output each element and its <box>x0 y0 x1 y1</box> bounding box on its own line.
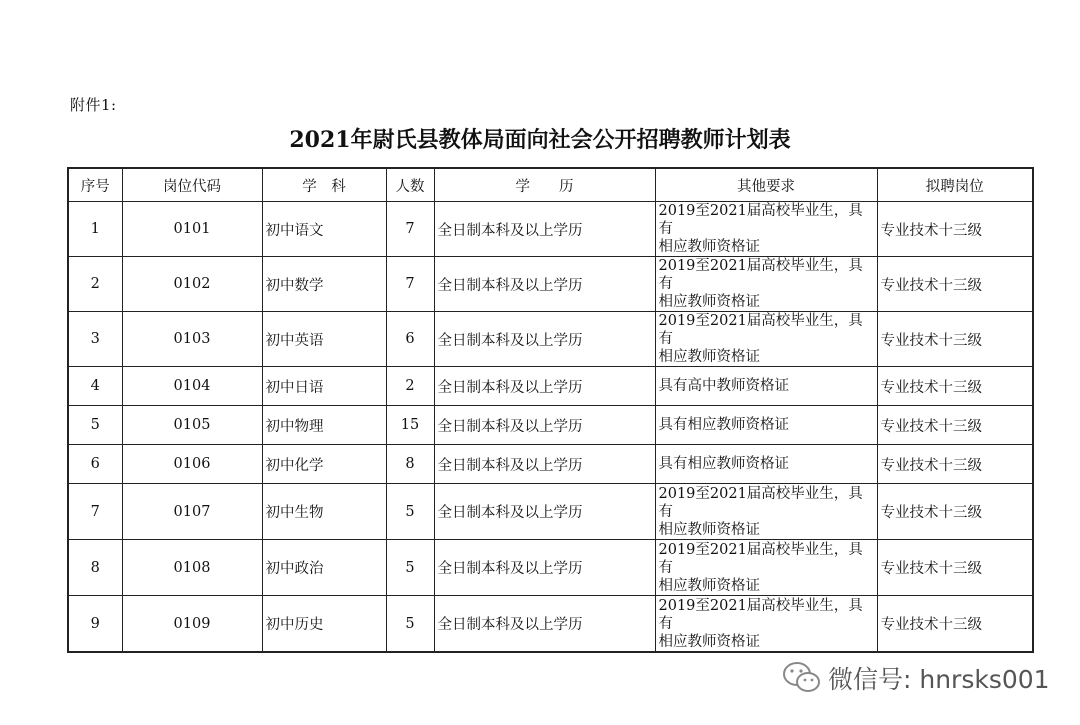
cell-education: 全日制本科及以上学历 <box>434 312 655 367</box>
cell-code: 0104 <box>122 367 262 406</box>
cell-code: 0101 <box>122 202 262 257</box>
cell-count: 8 <box>386 445 434 484</box>
cell-subject: 初中历史 <box>262 596 386 653</box>
cell-education: 全日制本科及以上学历 <box>434 406 655 445</box>
req-line-2: 相应教师资格证 <box>658 577 760 594</box>
cell-code: 0103 <box>122 312 262 367</box>
cell-subject: 初中语文 <box>262 202 386 257</box>
req-line-2: 相应教师资格证 <box>658 294 760 310</box>
table-row <box>68 367 1033 406</box>
cell-count: 6 <box>386 312 434 367</box>
cell-position: 专业技术十三级 <box>877 312 1033 367</box>
cell-position: 专业技术十三级 <box>877 540 1033 596</box>
cell-count: 5 <box>386 540 434 596</box>
cell-position: 专业技术十三级 <box>877 596 1033 653</box>
header-count: 人数 <box>386 168 434 202</box>
cell-education: 全日制本科及以上学历 <box>434 596 655 653</box>
cell-position: 专业技术十三级 <box>877 484 1033 540</box>
cell-requirements <box>655 202 877 257</box>
cell-code: 0105 <box>122 406 262 445</box>
cell-seq: 5 <box>68 406 122 445</box>
cell-subject: 初中日语 <box>262 367 386 406</box>
table-row <box>68 445 1033 484</box>
header-education: 学 历 <box>434 168 655 202</box>
cell-position: 专业技术十三级 <box>877 202 1033 257</box>
req-line-2: 相应教师资格证 <box>658 239 760 255</box>
header-code: 岗位代码 <box>122 168 262 202</box>
table-row <box>68 257 1033 312</box>
header-subject: 学 科 <box>262 168 386 202</box>
req-line-2: 相应教师资格证 <box>658 349 760 365</box>
cell-seq: 7 <box>68 484 122 540</box>
header-seq: 序号 <box>68 168 122 202</box>
recruitment-plan-table <box>67 167 1034 653</box>
cell-code: 0108 <box>122 540 262 596</box>
table-row <box>68 596 1033 653</box>
table-row <box>68 406 1033 445</box>
cell-code: 0107 <box>122 484 262 540</box>
cell-subject: 初中英语 <box>262 312 386 367</box>
cell-position: 专业技术十三级 <box>877 367 1033 406</box>
watermark-text: 微信号: hnrsks001 <box>828 665 1050 694</box>
cell-code: 0102 <box>122 257 262 312</box>
req-line-1: 2019至2021届高校毕业生，具有 <box>658 485 863 520</box>
cell-seq: 4 <box>68 367 122 406</box>
cell-count: 5 <box>386 484 434 540</box>
cell-position: 专业技术十三级 <box>877 445 1033 484</box>
cell-position: 专业技术十三级 <box>877 257 1033 312</box>
req-line-1: 2019至2021届高校毕业生，具有 <box>658 541 863 576</box>
header-position: 拟聘岗位 <box>877 168 1033 202</box>
cell-requirements <box>655 540 877 596</box>
cell-subject: 初中政治 <box>262 540 386 596</box>
table-row <box>68 312 1033 367</box>
cell-count: 7 <box>386 257 434 312</box>
req-line-1: 2019至2021届高校毕业生，具有 <box>658 597 863 632</box>
cell-seq: 3 <box>68 312 122 367</box>
cell-education: 全日制本科及以上学历 <box>434 202 655 257</box>
cell-requirements <box>655 484 877 540</box>
cell-subject: 初中生物 <box>262 484 386 540</box>
cell-requirements: 具有相应教师资格证 <box>655 445 877 484</box>
req-line-1: 2019至2021届高校毕业生，具有 <box>658 258 863 292</box>
cell-seq: 9 <box>68 596 122 653</box>
table-header-row <box>68 168 1033 202</box>
cell-education: 全日制本科及以上学历 <box>434 367 655 406</box>
wechat-icon <box>782 661 822 695</box>
header-requirements: 其他要求 <box>655 168 877 202</box>
cell-position: 专业技术十三级 <box>877 406 1033 445</box>
cell-requirements <box>655 257 877 312</box>
cell-code: 0109 <box>122 596 262 653</box>
cell-count: 15 <box>386 406 434 445</box>
cell-seq: 8 <box>68 540 122 596</box>
cell-requirements: 具有相应教师资格证 <box>655 406 877 445</box>
cell-count: 7 <box>386 202 434 257</box>
cell-seq: 1 <box>68 202 122 257</box>
cell-subject: 初中化学 <box>262 445 386 484</box>
cell-count: 5 <box>386 596 434 653</box>
req-line-2: 相应教师资格证 <box>658 633 760 650</box>
req-line-1: 2019至2021届高校毕业生，具有 <box>658 313 863 347</box>
cell-seq: 2 <box>68 257 122 312</box>
cell-seq: 6 <box>68 445 122 484</box>
cell-requirements: 具有高中教师资格证 <box>655 367 877 406</box>
cell-subject: 初中数学 <box>262 257 386 312</box>
cell-requirements <box>655 312 877 367</box>
cell-education: 全日制本科及以上学历 <box>434 445 655 484</box>
attachment-label: 附件1: <box>70 96 117 114</box>
cell-count: 2 <box>386 367 434 406</box>
table-row <box>68 484 1033 540</box>
page-title: 2021年尉氏县教体局面向社会公开招聘教师计划表 <box>289 127 791 153</box>
cell-education: 全日制本科及以上学历 <box>434 484 655 540</box>
req-line-2: 相应教师资格证 <box>658 521 760 538</box>
cell-subject: 初中物理 <box>262 406 386 445</box>
req-line-1: 2019至2021届高校毕业生，具有 <box>658 203 863 237</box>
table-row <box>68 202 1033 257</box>
table-row <box>68 540 1033 596</box>
cell-education: 全日制本科及以上学历 <box>434 540 655 596</box>
cell-requirements <box>655 596 877 653</box>
cell-code: 0106 <box>122 445 262 484</box>
watermark <box>782 660 1050 696</box>
cell-education: 全日制本科及以上学历 <box>434 257 655 312</box>
